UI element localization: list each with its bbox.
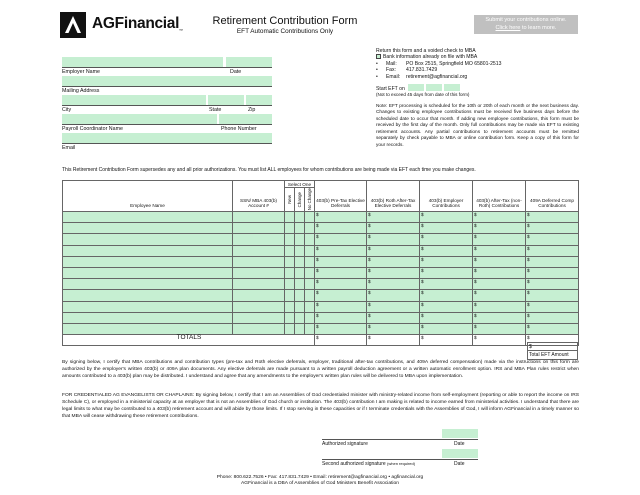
new-checkbox[interactable] — [285, 323, 295, 334]
coordinator-name-label: Payroll Coordinator Name — [62, 126, 123, 132]
phone-field[interactable] — [219, 114, 272, 124]
signature-line-2[interactable] — [322, 459, 478, 460]
pretax-cell[interactable]: $ — [315, 256, 367, 267]
roth-cell[interactable]: $ — [367, 212, 420, 223]
pretax-cell[interactable]: $ — [315, 279, 367, 290]
new-checkbox[interactable] — [285, 301, 295, 312]
pretax-cell[interactable]: $ — [315, 223, 367, 234]
table-row — [63, 312, 579, 323]
pretax-cell[interactable]: $ — [315, 212, 367, 223]
col-ssn: SSN/ MBA 403(b) Account # — [233, 181, 285, 212]
online-line1: Submit your contributions online. — [485, 17, 567, 23]
employee-name-cell[interactable] — [63, 323, 233, 334]
new-checkbox[interactable] — [285, 290, 295, 301]
new-checkbox[interactable] — [285, 279, 295, 290]
roth-cell[interactable]: $ — [367, 245, 420, 256]
409a-cell[interactable]: $ — [526, 223, 579, 234]
change-checkbox[interactable] — [295, 212, 305, 223]
roth-cell[interactable]: $ — [367, 290, 420, 301]
employer-cell[interactable]: $ — [420, 312, 473, 323]
col-new: New — [286, 195, 292, 204]
no-change-checkbox[interactable] — [305, 234, 315, 245]
date-field-1[interactable] — [442, 429, 478, 438]
409a-cell[interactable]: $ — [526, 279, 579, 290]
table-row — [63, 245, 579, 256]
total-nonroth[interactable]: $ — [473, 335, 526, 346]
no-change-checkbox[interactable] — [305, 323, 315, 334]
no-change-checkbox[interactable] — [305, 223, 315, 234]
phone-label: Phone Number — [221, 126, 257, 132]
no-change-checkbox[interactable] — [305, 279, 315, 290]
new-checkbox[interactable] — [285, 256, 295, 267]
contribution-table — [62, 180, 578, 346]
total-eft-label: Total EFT Amount — [527, 351, 578, 360]
roth-cell[interactable]: $ — [367, 267, 420, 278]
employee-name-cell[interactable] — [63, 267, 233, 278]
no-change-checkbox[interactable] — [305, 301, 315, 312]
fax-label: Fax: — [386, 67, 396, 74]
pretax-cell[interactable]: $ — [315, 312, 367, 323]
start-note: (Not to exceed 45 days from date of this form) — [376, 92, 470, 98]
change-checkbox[interactable] — [295, 312, 305, 323]
roth-cell[interactable]: $ — [367, 279, 420, 290]
logo-mark-icon — [60, 12, 86, 38]
employee-name-cell[interactable] — [63, 234, 233, 245]
ssn-cell[interactable] — [233, 234, 285, 245]
table-row — [63, 301, 579, 312]
409a-cell[interactable]: $ — [526, 312, 579, 323]
pretax-cell[interactable]: $ — [315, 323, 367, 334]
employee-name-cell[interactable] — [63, 223, 233, 234]
nonroth-cell[interactable]: $ — [473, 234, 526, 245]
online-line2: to learn more. — [520, 24, 557, 31]
start-eft-label: Start EFT on — [376, 86, 405, 93]
employee-name-cell[interactable] — [63, 245, 233, 256]
nonroth-cell[interactable]: $ — [473, 256, 526, 267]
nonroth-cell[interactable]: $ — [473, 301, 526, 312]
nonroth-cell[interactable]: $ — [473, 290, 526, 301]
roth-cell[interactable]: $ — [367, 301, 420, 312]
change-checkbox[interactable] — [295, 267, 305, 278]
employee-name-cell[interactable] — [63, 256, 233, 267]
new-checkbox[interactable] — [285, 234, 295, 245]
no-change-checkbox[interactable] — [305, 212, 315, 223]
totals-row — [63, 335, 579, 346]
online-submit-banner[interactable] — [474, 15, 578, 34]
change-checkbox[interactable] — [295, 290, 305, 301]
state-field[interactable] — [208, 95, 244, 105]
ssn-cell[interactable] — [233, 279, 285, 290]
email-label: Email: — [386, 73, 401, 80]
date-label-2: Date — [454, 461, 465, 467]
nonroth-cell[interactable]: $ — [473, 223, 526, 234]
employer-cell[interactable]: $ — [420, 267, 473, 278]
ssn-cell[interactable] — [233, 212, 285, 223]
employee-name-cell[interactable] — [63, 301, 233, 312]
change-checkbox[interactable] — [295, 301, 305, 312]
new-checkbox[interactable] — [285, 267, 295, 278]
roth-cell[interactable]: $ — [367, 256, 420, 267]
col-pretax: 403(b) Pre-Tax Elective Deferrals — [315, 181, 367, 212]
roth-cell[interactable]: $ — [367, 323, 420, 334]
pretax-cell[interactable]: $ — [315, 234, 367, 245]
total-employer[interactable]: $ — [420, 335, 473, 346]
col-409a: 409A Deferred Comp Contributions — [526, 181, 579, 212]
no-change-checkbox[interactable] — [305, 312, 315, 323]
click-here-link[interactable]: Click here — [495, 24, 521, 31]
total-eft-amount-field[interactable]: $ — [527, 342, 578, 351]
new-checkbox[interactable] — [285, 223, 295, 234]
table-row — [63, 223, 579, 234]
no-change-checkbox[interactable] — [305, 256, 315, 267]
change-checkbox[interactable] — [295, 279, 305, 290]
pretax-cell[interactable]: $ — [315, 245, 367, 256]
employer-cell[interactable]: $ — [420, 323, 473, 334]
col-employee-name: Employee Name — [63, 181, 233, 212]
evangelist-certification-text: FOR CREDENTIALED AG EVANGELISTS OR CHAPLAINS: By signing below, I certify that I am an Assemblies of God credentialed minister with ministry-related income from self-employment (reporting or able to report the income on IRS Schedule C), or employed in a ministerial capacity at an employer that is not an Assemblies of God church or institution. The 403(b) contribution I am making is related to income earned from ministerial activities. I understand that there are legal limits to what may be contributed to a 403(b) retirement account and will abide by those limits. If I stop serving in these capacities or if I terminate credentials with the Assemblies of God, I will inform AGFinancial in a timely manner so that MBA will cease withdrawing these retirement contributions. — [62, 393, 579, 419]
total-409a[interactable]: $ — [526, 335, 579, 346]
nonroth-cell[interactable]: $ — [473, 212, 526, 223]
footer — [170, 475, 470, 487]
form-title: Retirement Contribution Form — [212, 15, 358, 27]
col-change: Change — [296, 191, 302, 208]
divider — [62, 67, 272, 68]
nonroth-cell[interactable]: $ — [473, 279, 526, 290]
employer-cell[interactable]: $ — [420, 301, 473, 312]
nonroth-cell[interactable]: $ — [473, 267, 526, 278]
table-row — [63, 279, 579, 290]
employer-cell[interactable]: $ — [420, 234, 473, 245]
no-change-checkbox[interactable] — [305, 267, 315, 278]
409a-cell[interactable]: $ — [526, 234, 579, 245]
employee-name-cell[interactable] — [63, 279, 233, 290]
employee-name-cell[interactable] — [63, 312, 233, 323]
ssn-cell[interactable] — [233, 245, 285, 256]
total-pretax[interactable]: $ — [315, 335, 367, 346]
select-one-label: Select One — [285, 181, 314, 188]
logo-wordmark — [92, 15, 183, 33]
new-checkbox[interactable] — [285, 312, 295, 323]
ssn-cell[interactable] — [233, 223, 285, 234]
supersede-notice: This Retirement Contribution Form supersedes any and all prior authorizations. You must list ALL employees for whom contributions are being made via EFT each time you make changes. — [62, 167, 476, 173]
employer-cell[interactable]: $ — [420, 212, 473, 223]
start-year-field[interactable] — [444, 84, 460, 91]
date-field[interactable] — [226, 57, 272, 67]
roth-cell[interactable]: $ — [367, 312, 420, 323]
employee-name-cell[interactable] — [63, 212, 233, 223]
change-checkbox[interactable] — [295, 323, 305, 334]
footer-contact: Phone: 800.622.7526 • Fax: 417.831.7429 • Email: retirement@agfinancial.org • agfinancial.org — [216, 475, 424, 480]
mail-value: PO Box 2515, Springfield MO 65801-2513 — [406, 60, 502, 67]
divider — [62, 124, 272, 125]
divider — [62, 86, 272, 87]
mail-info — [376, 48, 586, 99]
date-field-2[interactable] — [442, 449, 478, 458]
pretax-cell[interactable]: $ — [315, 301, 367, 312]
ssn-cell[interactable] — [233, 267, 285, 278]
zip-field[interactable] — [246, 95, 272, 105]
ssn-cell[interactable] — [233, 290, 285, 301]
authorized-signature-label: Authorized signature — [322, 441, 368, 447]
mailing-address-field[interactable] — [62, 76, 272, 86]
second-signature-label: Second authorized signature (when required) — [322, 461, 416, 467]
409a-cell[interactable]: $ — [526, 301, 579, 312]
email-label: Email — [62, 145, 76, 151]
logo-text: AGFinancial — [92, 15, 180, 32]
col-nonroth: 403(b) After-Tax (non-Roth) Contributions — [473, 181, 526, 212]
mail-label: Mail: — [386, 60, 397, 67]
employer-cell[interactable]: $ — [420, 245, 473, 256]
fax-value: 417.831.7429 — [406, 67, 438, 74]
bank-on-file-checkbox[interactable] — [376, 54, 381, 59]
409a-cell[interactable]: $ — [526, 245, 579, 256]
change-checkbox[interactable] — [295, 245, 305, 256]
new-checkbox[interactable] — [285, 245, 295, 256]
roth-cell[interactable]: $ — [367, 223, 420, 234]
return-intro: Return this form and a voided check to MBA — [376, 48, 476, 54]
ssn-cell[interactable] — [233, 301, 285, 312]
certification-text: By signing below, I certify that MBA contributions and contribution types (pre-tax and Roth elective deferrals, employer, traditional after-tax contributions, and 409A deferred compensation) made via the instructions on this form are authorized by the employer's written 403(b) or 409A plan documents. Any elective deferrals are made pursuant to a written payroll deduction agreement or a written automatic enrollment option. IRS and MBA Plan rules restrict when amounts contributed to a 403(b) plan may be distributed. I understand and agree that any amendments to the employer's written plan rules will be delivered to MBA upon implementation. — [62, 360, 579, 379]
change-checkbox[interactable] — [295, 234, 305, 245]
table-row — [63, 290, 579, 301]
new-checkbox[interactable] — [285, 212, 295, 223]
employee-name-cell[interactable] — [63, 290, 233, 301]
pretax-cell[interactable]: $ — [315, 290, 367, 301]
mailing-address-label: Mailing Address — [62, 88, 100, 94]
state-label: State — [209, 107, 222, 113]
employer-cell[interactable]: $ — [420, 223, 473, 234]
col-no-change: No Change — [306, 188, 312, 211]
409a-cell[interactable]: $ — [526, 323, 579, 334]
table-row — [63, 256, 579, 267]
logo-tm: ™ — [179, 28, 183, 33]
ssn-cell[interactable] — [233, 323, 285, 334]
zip-label: Zip — [248, 107, 256, 113]
bullet: • — [376, 60, 378, 67]
form-subtitle: EFT Automatic Contributions Only — [236, 28, 334, 35]
city-label: City — [62, 107, 72, 113]
pretax-cell[interactable]: $ — [315, 267, 367, 278]
email-field[interactable] — [62, 133, 272, 143]
email-value: retirement@agfinancial.org — [406, 73, 468, 80]
eft-processing-note: Note: EFT processing is scheduled for the 10th or 20th of each month or the next business day. Changes to existing employee contributions must be received five business days before the scheduled date to occur that month. If adding new employee contributions, this form must be received by the first day of the month. Only full contributions may be made via EFT to existing retirement accounts. Any partial contributions to retirement accounts must be remitted separately by check payable to MBA or online contribution form. Keep a copy of this form for your records. — [376, 104, 579, 148]
signature-line-1[interactable] — [322, 439, 478, 440]
footer-dba: AGFinancial is a DBA of Assemblies of God Ministers Benefit Association — [241, 481, 399, 486]
col-employer: 403(b) Employer Contributions — [420, 181, 473, 212]
bullet: • — [376, 73, 378, 80]
bank-on-file-label: Bank information already on file with MBA — [383, 54, 478, 61]
ssn-cell[interactable] — [233, 312, 285, 323]
start-month-field[interactable] — [408, 84, 424, 91]
employer-cell[interactable]: $ — [420, 279, 473, 290]
409a-cell[interactable]: $ — [526, 267, 579, 278]
coordinator-name-field[interactable] — [62, 114, 217, 124]
no-change-checkbox[interactable] — [305, 245, 315, 256]
employer-cell[interactable]: $ — [420, 256, 473, 267]
employer-cell[interactable]: $ — [420, 290, 473, 301]
nonroth-cell[interactable]: $ — [473, 312, 526, 323]
nonroth-cell[interactable]: $ — [473, 323, 526, 334]
divider — [62, 105, 272, 106]
change-checkbox[interactable] — [295, 223, 305, 234]
totals-extra — [527, 342, 578, 360]
ssn-cell[interactable] — [233, 256, 285, 267]
409a-cell[interactable]: $ — [526, 256, 579, 267]
nonroth-cell[interactable]: $ — [473, 245, 526, 256]
col-select-one — [285, 181, 315, 212]
start-day-field[interactable] — [426, 84, 442, 91]
table-row — [63, 267, 579, 278]
employer-name-label: Employer Name — [62, 69, 100, 75]
change-checkbox[interactable] — [295, 256, 305, 267]
table-row — [63, 323, 579, 334]
table-body — [63, 212, 579, 346]
table-row — [63, 212, 579, 223]
table-row — [63, 234, 579, 245]
roth-cell[interactable]: $ — [367, 234, 420, 245]
bullet: • — [376, 67, 378, 74]
city-field[interactable] — [62, 95, 206, 105]
date-label: Date — [230, 69, 242, 75]
date-label-1: Date — [454, 441, 465, 447]
employer-name-field[interactable] — [62, 57, 223, 67]
divider — [62, 143, 272, 144]
409a-cell[interactable]: $ — [526, 290, 579, 301]
no-change-checkbox[interactable] — [305, 290, 315, 301]
409a-cell[interactable]: $ — [526, 212, 579, 223]
total-roth[interactable]: $ — [367, 335, 420, 346]
col-roth: 403(b) Roth After-Tax Elective Deferrals — [367, 181, 420, 212]
totals-label: TOTALS — [63, 335, 315, 346]
